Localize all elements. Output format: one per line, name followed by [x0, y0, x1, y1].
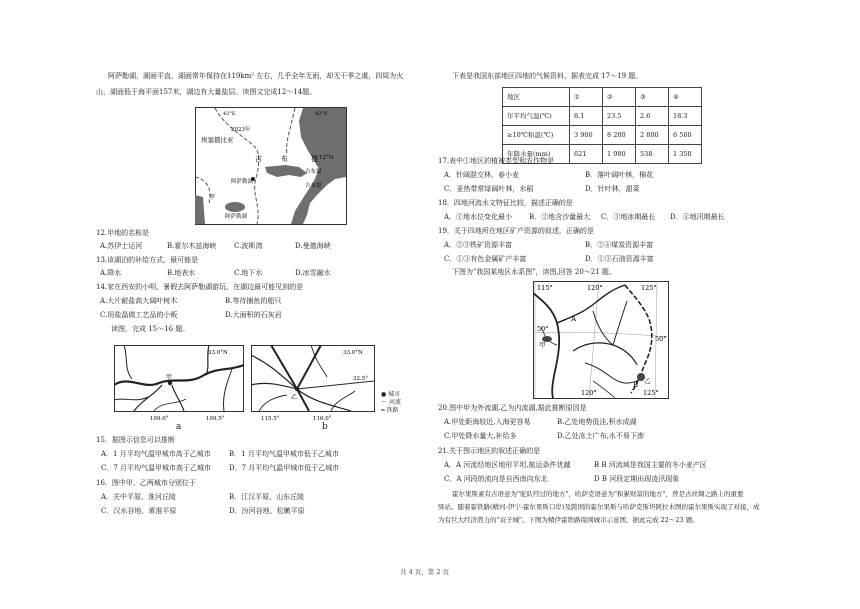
- q18-option-b[interactable]: B．②地含沙量最大: [529, 213, 591, 221]
- q16-option-d[interactable]: D．汾河谷地、松嫩平原: [229, 507, 305, 515]
- map-b-lon1: 115.5°: [261, 416, 280, 422]
- q14-stem: 14.家在西安的小明，暑假去阿萨勒湖游玩，在湖边最可能见到的是: [96, 283, 304, 291]
- q13-option-a[interactable]: A.降水: [100, 269, 122, 277]
- q12-option-d[interactable]: D.曼德海峡: [295, 242, 331, 250]
- q18-stem: 18．四地河流水文特征比较，描述正确的是: [438, 199, 573, 207]
- q17-option-c[interactable]: C．亚热带常绿阔叶林，水稻: [444, 185, 534, 193]
- q21-option-d[interactable]: D B 河段定期出现凌汛现象: [594, 475, 680, 483]
- q15-option-c[interactable]: C．7 月平均气温甲城市高于乙城市: [101, 464, 212, 472]
- table-cell: 地区: [503, 88, 570, 107]
- table-cell: 6 500: [669, 126, 702, 145]
- intro-line-2: 山，湖面低于海平面157米，湖边有大量盐层。读图文完成12～14题。: [96, 88, 317, 96]
- prompt-15-16: 读图，完成 15～16 题。: [111, 325, 190, 333]
- rail-line-icon: ━: [381, 407, 385, 415]
- table-row: [503, 126, 702, 145]
- map3-point: 乙: [644, 377, 651, 385]
- passage-line-1: 霍尔果斯素有古语意为"驼队经过的地方"，哈萨克语意为"积累财富的地方"，曾是古丝绸之路上的重要: [452, 490, 744, 498]
- map1-label: 甲: [209, 194, 216, 201]
- map-a-lon1: 109.0°: [150, 416, 169, 422]
- map1-label: 提: [311, 155, 318, 163]
- q13-option-b[interactable]: B.地表水: [167, 269, 196, 277]
- map-b-city: 乙: [291, 394, 298, 401]
- table-row: [503, 107, 702, 126]
- q20-option-a[interactable]: A.甲处距海较近,入海更容易: [444, 418, 531, 426]
- map3-point: B: [633, 381, 639, 389]
- map3-point: 甲: [539, 341, 546, 349]
- q14-option-a[interactable]: A.大片耐盐高大阔叶树木: [100, 297, 178, 305]
- legend-rail: 铁路: [386, 407, 399, 415]
- passage-line-2: 驿站。随着霍铁路(精河-伊宁-霍尔果斯口岸)及跨国的霍尔果斯与哈萨克斯坦阿拉木图的霍尔果斯实现了对接，成: [438, 503, 760, 511]
- legend-river: 河流: [388, 399, 401, 407]
- map1-label: 埃塞俄比亚: [201, 136, 234, 144]
- q17-option-d[interactable]: D．针叶林，甜菜: [585, 185, 640, 193]
- q17-option-b[interactable]: B．落叶阔叶林，棉花: [585, 171, 654, 179]
- q14-option-d[interactable]: D.大面积的石灰岩: [225, 311, 282, 319]
- table-cell: ①: [570, 88, 603, 107]
- map1-label: 43°E: [223, 111, 236, 117]
- river-map-b: [251, 345, 381, 425]
- q13-stem: 13.该湖泊的补给方式，最可能是: [96, 256, 199, 264]
- q20-stem: 20.图中甲为外流湖,乙为内流湖,据此推断原因是: [438, 404, 587, 412]
- q15-option-b[interactable]: B．1 月平均气温甲城市低于乙城市: [229, 450, 339, 458]
- intro-line-1: 阿萨勒湖，湖面平直，湖面常年保持在119km² 左右，几乎全年无雨，却无干季之虞，四周为火: [108, 72, 404, 80]
- table-row: [503, 88, 702, 107]
- svg-text:甲: 甲: [166, 374, 173, 381]
- table-cell: ≥10℃积温(℃): [503, 126, 570, 145]
- map3-lat: 50°: [537, 325, 549, 333]
- map1-label: 42°E: [315, 111, 328, 117]
- q20-option-d[interactable]: D.乙处冻土广布,水不易下渗: [557, 432, 644, 440]
- q13-option-d[interactable]: D.冰雪融水: [295, 269, 331, 277]
- table-cell: 1 980: [603, 145, 636, 164]
- map-b-lon2: 116.0°: [313, 416, 332, 422]
- river-map-a: [114, 345, 244, 425]
- table-cell: 8 200: [603, 126, 636, 145]
- q21-stem: 21.关于图示地区的叙述正确的是: [438, 447, 541, 455]
- map1-label: 阿萨勒湖: [231, 179, 254, 185]
- q13-option-c[interactable]: C.地下水: [234, 269, 263, 277]
- table-cell: 1 350: [669, 145, 702, 164]
- q19-stem: 19．关于四地所在地区矿产资源的叙述，正确的是: [438, 227, 594, 235]
- q18-option-a[interactable]: A．①地水位变化最小: [444, 213, 513, 221]
- table-cell: 538: [636, 145, 669, 164]
- q12-stem: 12.甲地的名称是: [96, 229, 150, 237]
- map1-label: 阿萨勒湖: [225, 214, 248, 220]
- map-a-caption: a: [176, 422, 182, 432]
- map1-label: 2023年: [231, 127, 251, 133]
- q17-option-a[interactable]: A．针阔混交林，春小麦: [444, 171, 520, 179]
- map-a-lat: 33.0°N: [208, 350, 228, 356]
- q18-option-c[interactable]: C．③地冰期最长: [601, 213, 656, 221]
- map3-lon-top: 125°: [641, 284, 657, 292]
- map1-label: 布: [281, 155, 288, 163]
- map-legend: [381, 391, 401, 415]
- q12-option-a[interactable]: A.苏伊士运河: [100, 242, 143, 250]
- map1-label: 吉布提: [305, 183, 322, 189]
- q14-option-b[interactable]: B.等待捕鱼的船只: [225, 297, 282, 305]
- table-cell: 2 800: [636, 126, 669, 145]
- map-b-lat2: 32.5°: [353, 376, 368, 382]
- q16-stem: 16．图中甲、乙两城市分别位于: [96, 479, 196, 487]
- q15-option-d[interactable]: D．7 月平均气温甲城市低于乙城市: [229, 464, 340, 472]
- q20-option-c[interactable]: C.甲处降水量大,补给多: [444, 432, 517, 440]
- map3-lon-bottom: 125°: [643, 389, 659, 397]
- table-cell: 年降水量(mm): [503, 145, 570, 164]
- q12-option-c[interactable]: C.波斯湾: [234, 242, 263, 250]
- q19-option-c[interactable]: C．①③有色金属矿产丰富: [444, 255, 527, 263]
- right-intro: 下表是我国东部地区四地的气候资料，据表完成 17～19 题。: [452, 72, 643, 80]
- river-line-icon: ～: [381, 399, 388, 407]
- q16-option-a[interactable]: A．关中平原、淮河丘陵: [101, 493, 177, 501]
- passage-line-3: 为有巨大经济潜力的"双子城"。下图为精伊霍铁路周围城市示意图。据此完成 22～23 题。: [438, 516, 699, 524]
- q14-option-c[interactable]: C.用盐晶做工艺品的小贩: [100, 311, 178, 319]
- map-a-lon2: 109.5°: [206, 416, 225, 422]
- city-dot-icon: ●: [381, 391, 387, 398]
- table-cell: ④: [669, 88, 702, 107]
- page-footer: 共 4 页，第 2 页: [400, 568, 450, 576]
- map1-label: 吉布提: [305, 169, 322, 175]
- q15-option-a[interactable]: A．1 月平均气温甲城市高于乙城市: [101, 450, 211, 458]
- table-cell: 2.6: [636, 107, 669, 126]
- table-cell: 3 900: [570, 126, 603, 145]
- map3-lat: 50°: [655, 335, 667, 343]
- map3-lon-bottom: 120°: [581, 389, 597, 397]
- q21-option-b[interactable]: B B 河流域是我国主要的冬小麦产区: [594, 461, 707, 469]
- q21-option-a[interactable]: A．A 河流经地区地形平坦,航运条件优越: [444, 461, 571, 469]
- table-cell: 8.1: [570, 107, 603, 126]
- table-cell: 23.5: [603, 107, 636, 126]
- q17-stem: 17.表中①地区的植被类型和农作物是: [438, 157, 555, 165]
- q19-option-b[interactable]: B．②④煤炭资源丰富: [585, 241, 654, 249]
- table-cell: 年平均气温(℃): [503, 107, 570, 126]
- q20-option-b[interactable]: B.乙处地势低洼,积水成湖: [557, 418, 637, 426]
- map3-point: A: [571, 315, 577, 323]
- table-cell: 621: [570, 145, 603, 164]
- q16-option-c[interactable]: C．汉水谷地、黄淮平原: [101, 507, 177, 515]
- table-cell: ③: [636, 88, 669, 107]
- q12-option-b[interactable]: B.霍尔木兹海峡: [167, 242, 217, 250]
- table-cell: 18.3: [669, 107, 702, 126]
- q19-option-a[interactable]: A．②③铁矿资源丰富: [444, 241, 513, 249]
- q21-option-c[interactable]: C．A 河段的流向是自西南向东北: [444, 475, 548, 483]
- river-system-map: [533, 281, 669, 399]
- map-b-caption: b: [322, 422, 328, 432]
- q18-option-d[interactable]: D．④地汛期最长: [670, 213, 725, 221]
- map-b-lat1: 33.0°N: [343, 350, 363, 356]
- map1-label: 12°N: [319, 155, 334, 161]
- legend-city: 城市: [388, 391, 401, 398]
- map3-lon-top: 115°: [537, 284, 553, 292]
- q19-option-d[interactable]: D．①③石油资源丰富: [585, 255, 654, 263]
- prompt-20-21: 下图为"我国某地区水系图"，读图,回答 20～21 题。: [452, 268, 616, 276]
- map1-label: 吉: [255, 155, 262, 163]
- lake-assal-map: [195, 107, 347, 225]
- q16-option-b[interactable]: B．江汉平原、山东丘陵: [229, 493, 305, 501]
- climate-table: [502, 87, 702, 164]
- table-cell: ②: [603, 88, 636, 107]
- map3-lon-top: 120°: [587, 284, 603, 292]
- q15-stem: 15．据图示信息可以推断: [96, 436, 175, 444]
